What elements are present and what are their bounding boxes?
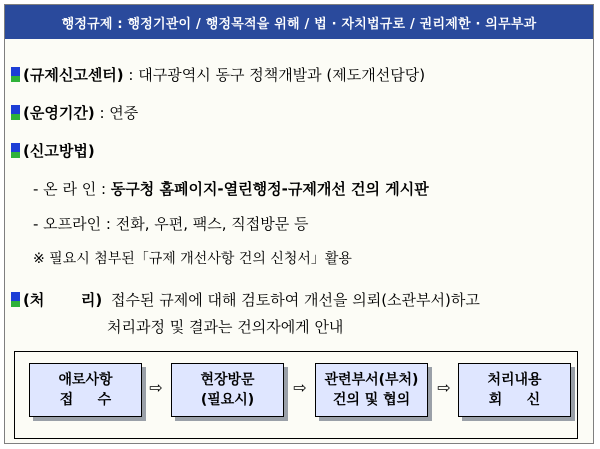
online-row — [33, 179, 429, 199]
header-title: 행정규제 : 행정기관이 / 행정목적을 위해 / 법 · 자치법규로 / 권리제한 · 의무부과 — [5, 5, 593, 39]
flow-step-consult — [315, 363, 428, 417]
offline-label: - 오프라인 : — [33, 215, 116, 233]
center-row — [11, 65, 425, 85]
square-bullet-icon — [11, 105, 20, 120]
right-arrow-icon: ⇨ — [437, 378, 451, 397]
square-bullet-icon — [11, 143, 20, 158]
process-flow — [14, 351, 578, 439]
flow-step-line2: (필요시) — [200, 392, 255, 408]
flow-step-line1: 현장방문 — [200, 372, 255, 388]
period-sep: : — [94, 104, 110, 122]
flow-step-line1: 애로사항 — [58, 372, 113, 388]
process-row — [11, 290, 480, 310]
online-value: 동구청 홈페이지-열린행정-규제개선 건의 게시판 — [110, 180, 429, 198]
note-row: ※ 필요시 첨부된「규제 개선사항 건의 신청서」활용 — [33, 251, 352, 267]
offline-value: 전화, 우편, 팩스, 직접방문 등 — [115, 215, 309, 233]
flow-step-line2: 회 신 — [488, 392, 541, 408]
center-label: (규제신고센터) — [23, 66, 124, 84]
flow-step-reply — [458, 363, 571, 417]
period-label: (운영기간) — [23, 104, 95, 122]
flow-step-line1: 처리내용 — [487, 372, 542, 388]
offline-row — [33, 214, 309, 234]
flow-step-line1: 관련부서(부처) — [324, 372, 419, 388]
period-row — [11, 103, 138, 123]
flow-step-line2: 건의 및 협의 — [332, 392, 411, 408]
center-sep: : — [123, 66, 139, 84]
process-line2: 처리과정 및 결과는 건의자에게 안내 — [107, 318, 344, 336]
period-value: 연중 — [109, 104, 139, 122]
flow-step-visit — [171, 363, 284, 417]
method-label: (신고방법) — [23, 142, 95, 160]
right-arrow-icon: ⇨ — [149, 378, 163, 397]
square-bullet-icon — [11, 292, 20, 307]
process-label: (처 리) — [23, 291, 103, 309]
square-bullet-icon — [11, 67, 20, 82]
method-row — [11, 141, 95, 161]
flow-step-line2: 접 수 — [59, 392, 112, 408]
notice-panel — [4, 4, 594, 444]
center-value: 대구광역시 동구 정책개발과 (제도개선담당) — [138, 66, 426, 84]
process-line1: 접수된 규제에 대해 검토하여 개선을 의뢰(소관부서)하고 — [111, 291, 480, 309]
online-label: - 온 라 인 : — [33, 180, 111, 198]
flow-step-receive — [29, 363, 142, 417]
right-arrow-icon: ⇨ — [293, 378, 307, 397]
